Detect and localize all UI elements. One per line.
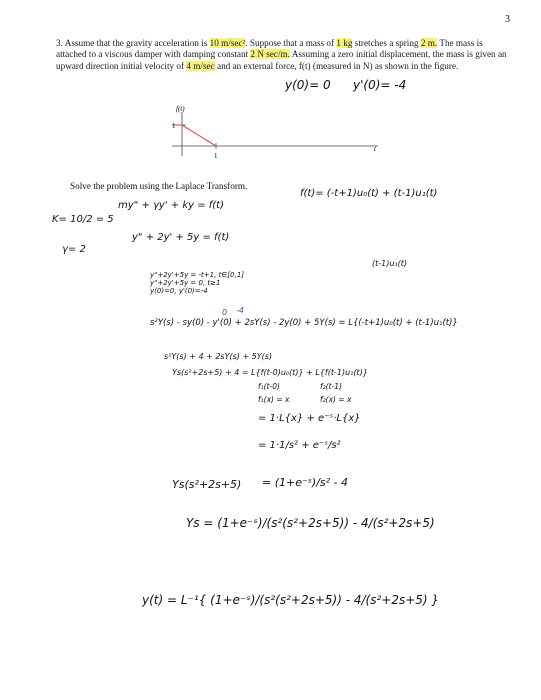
t-axis-label: t	[374, 145, 376, 153]
transform-step-1: = 1·L{x} + e⁻ˢ·L{x}	[258, 413, 361, 424]
piecewise-ivp	[150, 271, 244, 295]
f1-shift: f₁(t-0)	[258, 382, 280, 391]
spring-constant: K= 10/2 = 5	[52, 214, 114, 225]
problem-text-3: stretches a spring	[352, 38, 421, 48]
ode-general: my" + γy' + ky = f(t)	[118, 200, 225, 211]
page-number: 3	[505, 14, 510, 25]
ramp-segment	[182, 125, 216, 146]
highlight-stretch: 2 m.	[420, 38, 438, 48]
ys-rhs: = (1+e⁻ˢ)/s² - 4	[262, 476, 348, 489]
solve-instruction: Solve the problem using the Laplace Transform.	[70, 181, 248, 191]
f-axis-label: f(t)	[176, 105, 185, 113]
laplace-transform-line: s²Y(s) - sy(0) - y'(0) + 2sY(s) - 2y(0) + 5Y(s) = L{(-t+1)u₀(t) + (t-1)u₁(t)}	[150, 318, 458, 328]
ivp-line-1: y"+2y'+5y = -t+1, t∈[0,1]	[150, 271, 245, 279]
f1-definition: f₁(x) = x	[258, 395, 290, 404]
ivp-line-2: y"+2y'+5y = 0, t≥1	[150, 279, 221, 287]
ys-lhs: Ys(s²+2s+5)	[172, 478, 242, 491]
mark-zero-blue: 0	[222, 308, 228, 317]
highlight-gravity: 10 m/sec²	[209, 38, 246, 48]
inverse-laplace-result: y(t) = L⁻¹{ (1+e⁻ˢ)/(s²(s²+2s+5)) - 4/(s²+2s+5) }	[142, 593, 440, 607]
problem-number: 3.	[56, 38, 63, 48]
f2-definition: f₂(x) = x	[320, 395, 352, 404]
highlight-velocity: 4 m/sec	[186, 60, 215, 71]
ys-solved: Ys = (1+e⁻ˢ)/(s²(s²+2s+5)) - 4/(s²+2s+5)	[186, 516, 435, 530]
laplace-factored: Ys(s²+2s+5) + 4 = L{f(t-0)u₀(t)} + L{f(t-1)u₁(t)}	[172, 368, 368, 377]
problem-text-1: Assume that the gravity acceleration is	[64, 38, 210, 48]
problem-text-6: and an external force, f(t) (measured in N) as shown in the figure.	[214, 60, 459, 71]
mark-neg4-blue: -4	[236, 306, 244, 315]
ivp-line-3: y(0)=0, y'(0)=-4	[150, 287, 208, 295]
problem-text-2: . Suppose that a mass of	[245, 38, 337, 48]
problem-text-5: Assuming a zero initial displacement, the mass is given an upward direction initial velocity of	[56, 49, 507, 71]
annotation-shifted-ramp: (t-1)u₁(t)	[372, 259, 408, 268]
damping-gamma: γ= 2	[62, 244, 86, 255]
y-tick-label: 1	[172, 122, 176, 130]
initial-condition-yp0: y'(0)= -4	[353, 78, 407, 92]
initial-condition-y0: y(0)= 0	[285, 78, 331, 92]
problem-text-4: The mass is attached to a viscous damper with damping constant	[56, 38, 483, 60]
x-tick-label: 1	[214, 152, 218, 160]
transform-step-2: = 1·1/s² + e⁻ˢ/s²	[258, 440, 341, 451]
forcing-function-definition: f(t)= (-t+1)u₀(t) + (t-1)u₁(t)	[300, 188, 438, 199]
highlight-damping: 2 N sec/m.	[250, 49, 290, 60]
highlight-mass: 1 kg	[336, 38, 353, 48]
laplace-simplified: s²Y(s) + 4 + 2sY(s) + 5Y(s)	[164, 352, 273, 361]
f2-shift: f₂(t-1)	[320, 382, 342, 391]
ode-specific: y" + 2y' + 5y = f(t)	[132, 232, 230, 243]
